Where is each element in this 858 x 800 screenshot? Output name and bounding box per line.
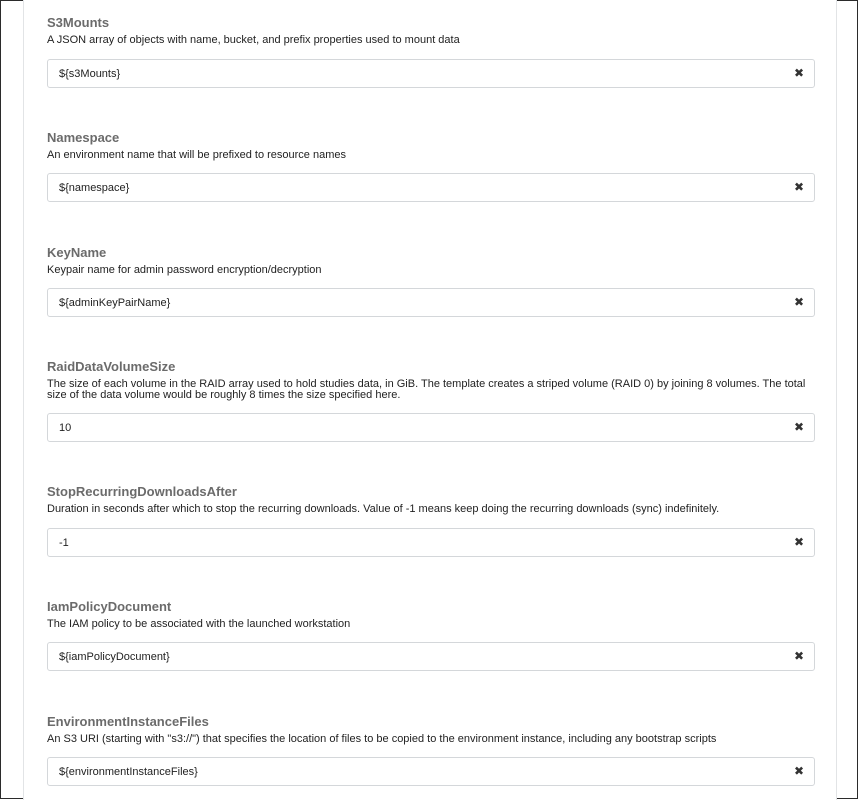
field-description: The size of each volume in the RAID array used to hold studies data, in GiB. The template creates a striped volume (RAID 0) by joining 8 volumes. The total size of the data volume would be roughly 8 times the size specified here.	[47, 378, 806, 401]
input-wrapper	[47, 173, 815, 202]
s3mounts-input[interactable]	[48, 60, 778, 87]
input-wrapper	[47, 59, 815, 88]
field-description: An environment name that will be prefixed to resource names	[47, 149, 346, 161]
environmentinstancefiles-input[interactable]	[48, 758, 778, 785]
times-icon[interactable]: ✖	[793, 66, 805, 80]
times-icon[interactable]: ✖	[793, 764, 805, 778]
input-wrapper	[47, 288, 815, 317]
input-wrapper	[47, 413, 815, 442]
field-s3mounts	[47, 15, 815, 80]
field-label: RaidDataVolumeSize	[47, 359, 176, 374]
input-wrapper	[47, 528, 815, 557]
field-label: Namespace	[47, 130, 120, 145]
field-label: IamPolicyDocument	[47, 599, 172, 614]
field-namespace	[47, 130, 815, 194]
times-icon[interactable]: ✖	[793, 649, 805, 663]
field-keyname	[47, 245, 815, 309]
field-stoprecurringdownloadsafter	[47, 484, 815, 549]
field-description: A JSON array of objects with name, bucket, and prefix properties used to mount data	[47, 34, 460, 46]
namespace-input[interactable]	[48, 174, 778, 201]
times-icon[interactable]: ✖	[793, 180, 805, 194]
times-icon[interactable]: ✖	[793, 295, 805, 309]
input-wrapper	[47, 757, 815, 786]
keyname-input[interactable]	[48, 289, 778, 316]
field-description: Keypair name for admin password encryption/decryption	[47, 264, 322, 276]
form-panel	[23, 0, 837, 800]
field-description: The IAM policy to be associated with the launched workstation	[47, 618, 351, 630]
field-label: KeyName	[47, 245, 107, 260]
field-iampolicydocument	[47, 599, 815, 663]
field-description: Duration in seconds after which to stop the recurring downloads. Value of -1 means keep doing the recurring downloads (sync) indefinitely.	[47, 503, 720, 515]
raiddatavolumesize-input[interactable]	[48, 414, 778, 441]
field-label: S3Mounts	[47, 15, 110, 30]
times-icon[interactable]: ✖	[793, 535, 805, 549]
iampolicydocument-input[interactable]	[48, 643, 778, 670]
input-wrapper	[47, 642, 815, 671]
times-icon[interactable]: ✖	[793, 420, 805, 434]
field-raiddatavolumesize	[47, 359, 815, 434]
field-label: StopRecurringDownloadsAfter	[47, 484, 237, 499]
stoprecurringdownloadsafter-input[interactable]	[48, 529, 778, 556]
field-label: EnvironmentInstanceFiles	[47, 714, 209, 729]
field-environmentinstancefiles	[47, 714, 815, 778]
field-description: An S3 URI (starting with "s3://") that specifies the location of files to be copied to the environment instance, including any bootstrap scripts	[47, 733, 717, 745]
